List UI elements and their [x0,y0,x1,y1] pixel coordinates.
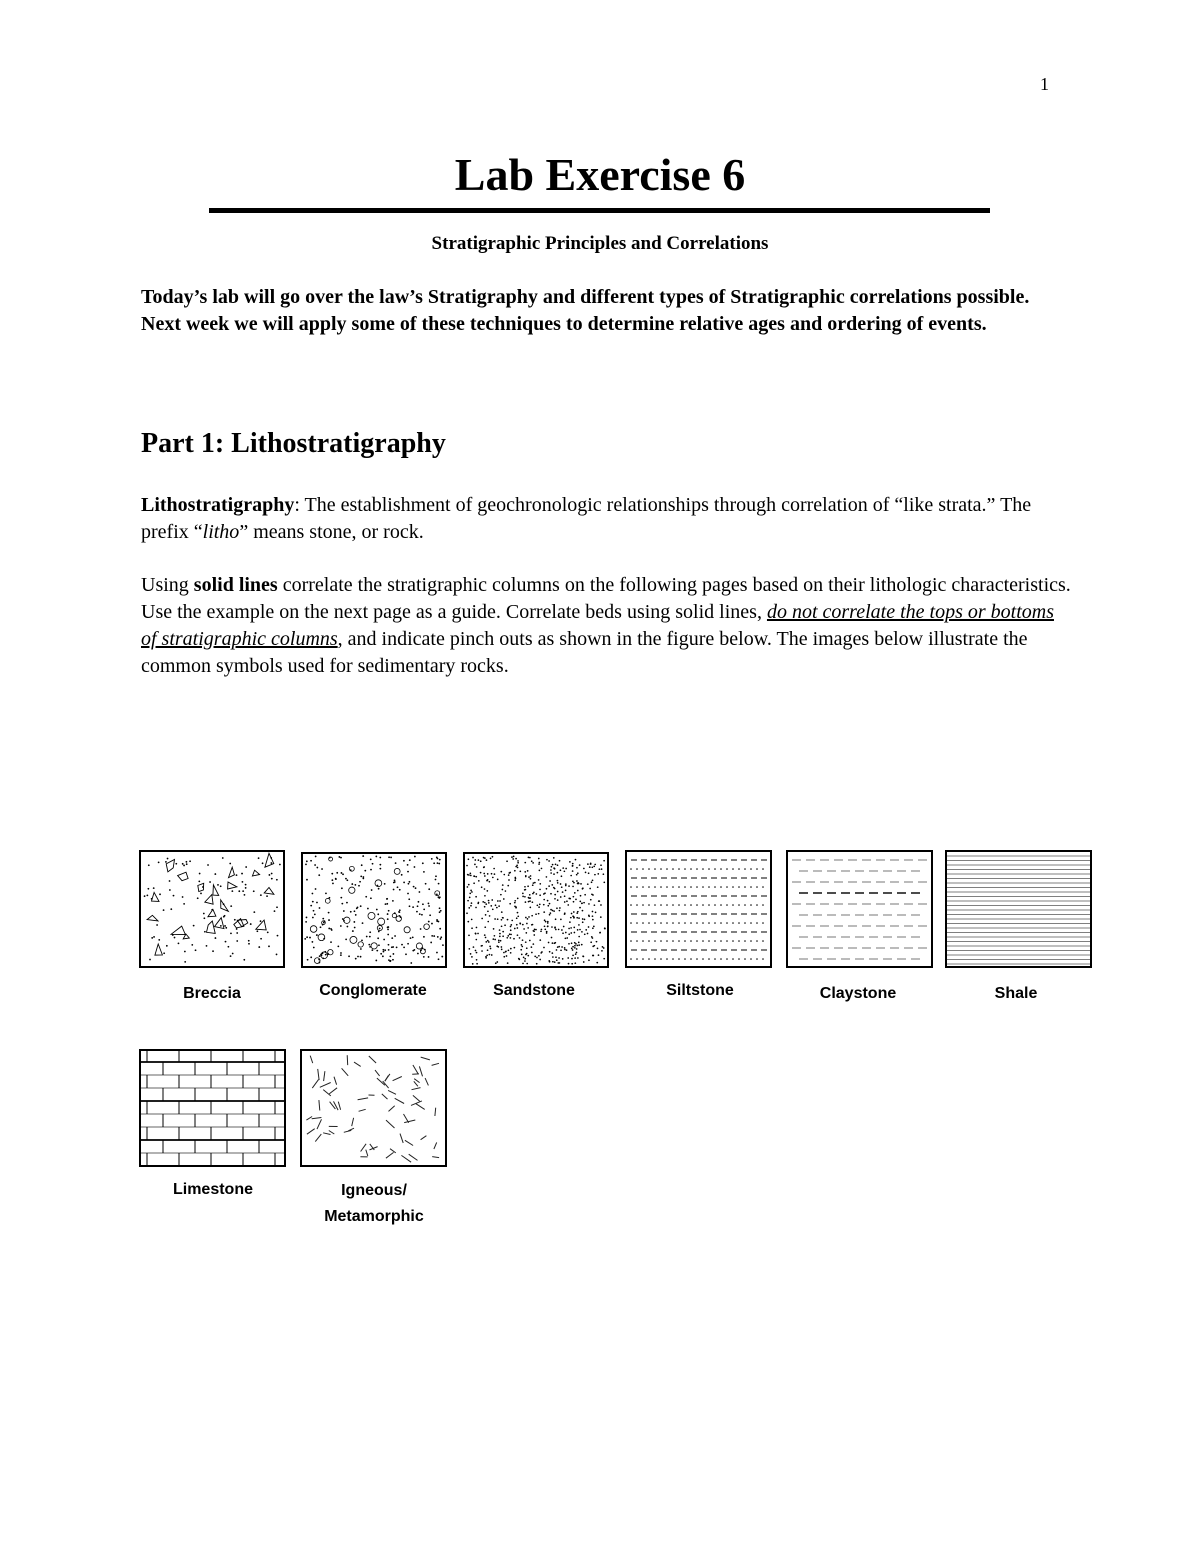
definition-text-b: ” means stone, or rock. [239,521,424,543]
rock-label-limestone: Limestone [172,1181,253,1198]
definition-term: Lithostratigraphy [141,494,295,516]
rock-label-shale: Shale [994,985,1038,1002]
rock-label-claystone: Claystone [819,985,897,1002]
limestone-pattern-icon [139,1049,285,1167]
sandstone-pattern-icon [463,852,609,970]
page-number: 1 [1040,74,1049,94]
rock-label-siltstone: Siltstone [666,982,734,999]
definition-italic: litho [202,521,240,543]
breccia-pattern-icon [139,850,285,968]
definition-paragraph [141,492,1071,546]
page-title: Lab Exercise 6 [454,149,746,200]
intro-paragraph: Today’s lab will go over the law’s Stratigraphy and different types of Stratigraphic correlations possible. Next week we will apply some of these techniques to determine relative ages and ordering of events. [141,286,1030,335]
page-subtitle: Stratigraphic Principles and Correlations [431,233,769,254]
rock-label-conglomerate: Conglomerate [319,982,427,999]
rock-label-igneous-line2: Metamorphic [324,1208,424,1225]
siltstone-pattern-icon [625,850,771,968]
instructions-text-a: correlate the stratigraphic columns on the following pages based on their lithologic characteristics. Use the example on the next page as a guide. Correlate beds using solid lines, [141,574,1071,623]
igneous-metamorphic-pattern-icon [300,1049,446,1167]
instructions-lead: Using [141,574,194,596]
rock-label-breccia: Breccia [183,985,241,1002]
claystone-pattern-icon [786,850,932,968]
conglomerate-pattern-icon [301,852,447,970]
rock-label-igneous [294,1178,454,1230]
definition-text-a: : The establishment of geochronologic relationships through correlation of “like strata.” The prefix “ [141,494,1032,543]
part1-heading: Part 1: Lithostratigraphy [141,428,446,459]
instructions-emphasis: do not correlate the tops or bottoms of stratigraphic columns [141,601,1054,650]
instructions-paragraph [141,572,1071,680]
rock-label-igneous-line1: Igneous/ [341,1182,407,1199]
rock-label-sandstone: Sandstone [493,982,575,999]
instructions-text-b: , and indicate pinch outs as shown in the figure below. The images below illustrate the common symbols used for sedimentary rocks. [141,628,1028,677]
shale-pattern-icon [945,850,1091,968]
instructions-bold: solid lines [193,574,278,596]
title-rule [209,208,990,213]
